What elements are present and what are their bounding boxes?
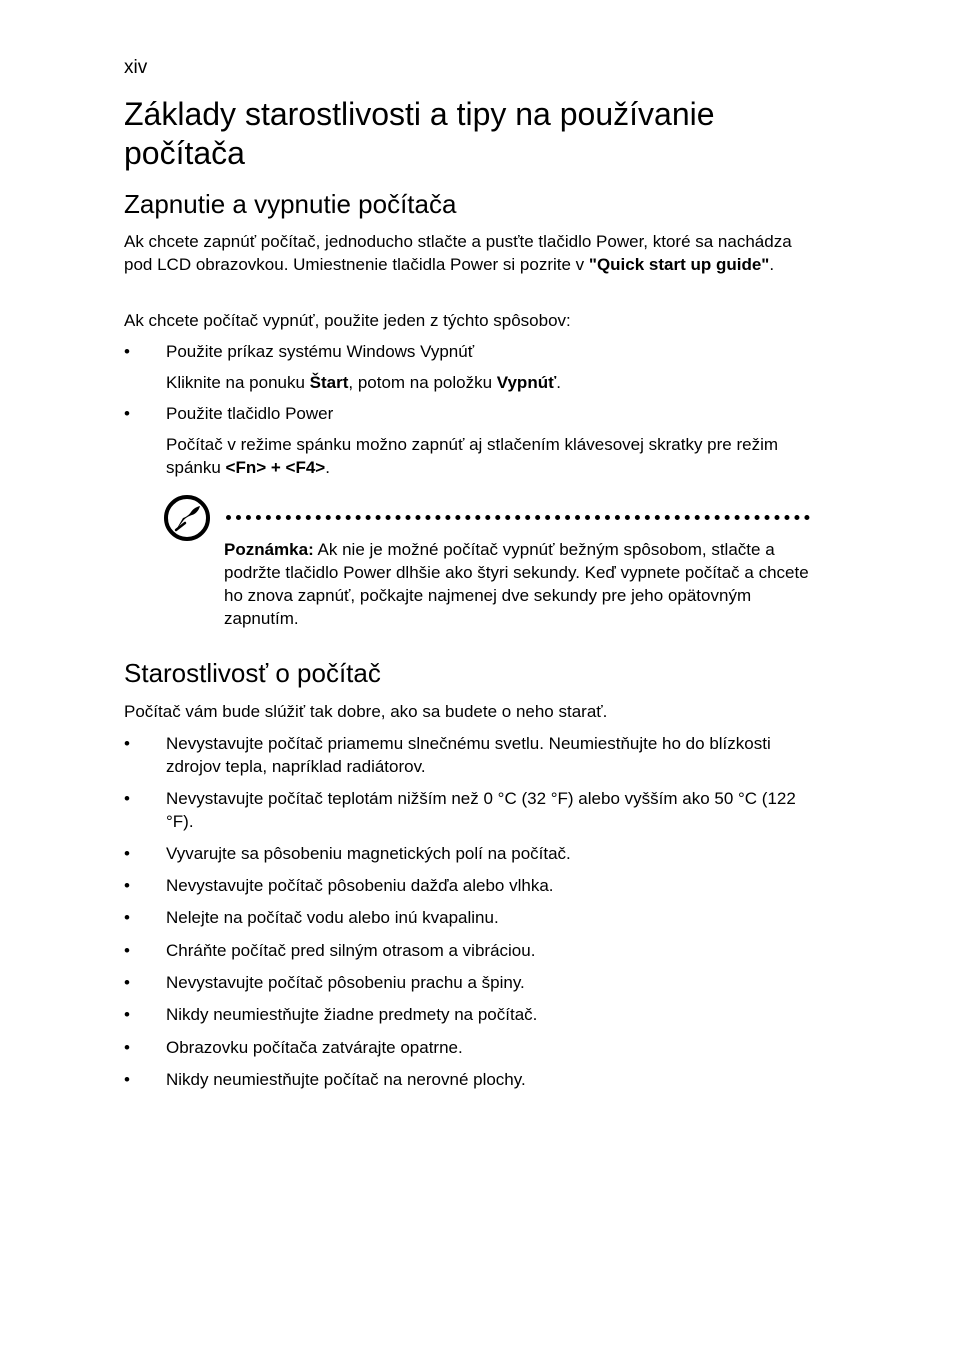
list-item: Nevystavujte počítač teplotám nižším než 0 °C (32 °F) alebo vyšším ako 50 °C (122 °F).	[166, 789, 796, 831]
bullet-dot: •	[124, 876, 130, 895]
quick-start-guide-ref: "Quick start up guide"	[588, 255, 770, 274]
page-title: Základy starostlivosti a tipy na používanie počítača	[124, 96, 715, 171]
bullet-power-button-detail: Počítač v režime spánku možno zapnúť aj stlačením klávesovej skratky pre režim spánku <Fn> + <F4>.	[166, 435, 779, 477]
bullet-windows-shutdown: Použite príkaz systému Windows Vypnúť	[166, 342, 475, 361]
list-item: Obrazovku počítača zatvárajte opatrne.	[166, 1038, 463, 1057]
note-label: Poznámka:	[224, 540, 314, 559]
list-item: Nevystavujte počítač priamemu slnečnému svetlu. Neumiestňujte ho do blízkosti zdrojov tepla, napríklad radiátorov.	[166, 734, 771, 776]
bullet-dot: •	[124, 973, 130, 992]
bullet-dot: •	[124, 342, 130, 361]
bullet-dot: •	[124, 789, 130, 808]
bullet-dot: •	[124, 404, 130, 423]
note-text: Poznámka: Ak nie je možné počítač vypnúť bežným spôsobom, stlačte a podržte tlačidlo Power dlhšie ako štyri sekundy. Keď vypnete počítač a chcete ho znova zapnúť, počkajte najmenej dve sekundy pre jeho opätovným zapnutím.	[224, 540, 809, 628]
list-item: Nevystavujte počítač pôsobeniu prachu a špiny.	[166, 973, 525, 992]
bullet-dot: •	[124, 1038, 130, 1057]
note-pen-icon	[163, 494, 211, 542]
list-item: Nelejte na počítač vodu alebo inú kvapalinu.	[166, 908, 499, 927]
list-item: Nikdy neumiestňujte počítač na nerovné plochy.	[166, 1070, 526, 1089]
bullet-dot: •	[124, 908, 130, 927]
bullet-dot: •	[124, 734, 130, 753]
section-heading-care: Starostlivosť o počítač	[124, 658, 381, 688]
list-item: Chráňte počítač pred silným otrasom a vibráciou.	[166, 941, 536, 960]
section-heading-power: Zapnutie a vypnutie počítača	[124, 189, 457, 219]
care-intro: Počítač vám bude slúžiť tak dobre, ako sa budete o neho starať.	[124, 702, 608, 721]
note-divider	[226, 515, 810, 520]
bullet-power-button: Použite tlačidlo Power	[166, 404, 334, 423]
list-item: Vyvarujte sa pôsobeniu magnetických polí na počítač.	[166, 844, 571, 863]
list-item: Nevystavujte počítač pôsobeniu dažďa alebo vlhka.	[166, 876, 554, 895]
power-off-intro: Ak chcete počítač vypnúť, použite jeden z týchto spôsobov:	[124, 311, 571, 330]
bullet-dot: •	[124, 1005, 130, 1024]
bullet-windows-shutdown-detail: Kliknite na ponuku Štart, potom na položku Vypnúť.	[166, 373, 561, 392]
bullet-dot: •	[124, 1070, 130, 1089]
page-number: xiv	[124, 57, 148, 78]
power-on-paragraph: Ak chcete zapnúť počítač, jednoducho stlačte a pusťte tlačidlo Power, ktoré sa nachádza pod LCD obrazovkou. Umiestnenie tlačidla Power si pozrite v "Quick start up guide".	[124, 232, 792, 274]
list-item: Nikdy neumiestňujte žiadne predmety na počítač.	[166, 1005, 538, 1024]
bullet-dot: •	[124, 844, 130, 863]
bullet-dot: •	[124, 941, 130, 960]
